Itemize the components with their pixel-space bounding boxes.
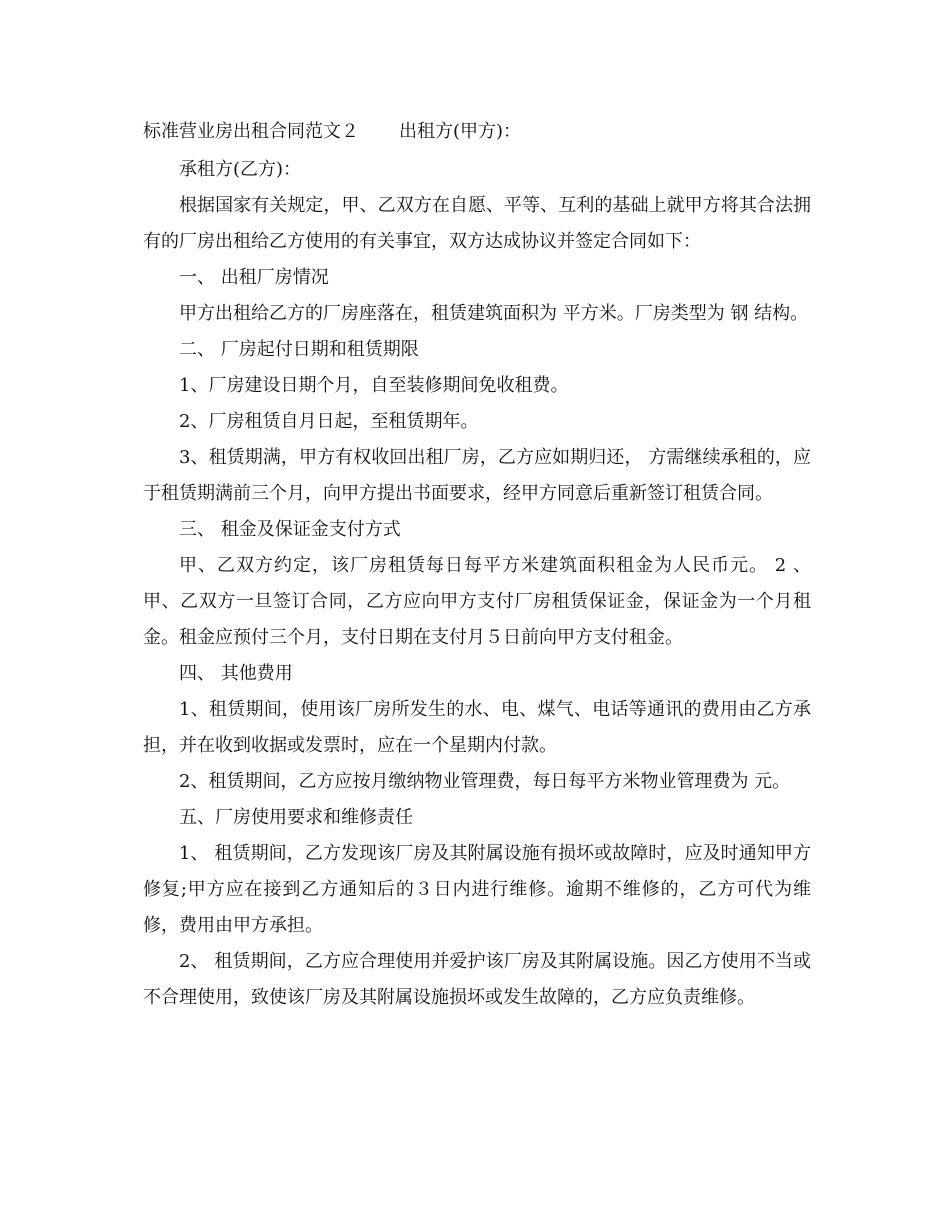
section-heading-3: 三、 租金及保证金支付方式 [179, 519, 401, 540]
section-heading-1: 一、 出租厂房情况 [179, 267, 329, 288]
paragraph-intro: 根据国家有关规定，甲、乙双方在自愿、平等、互利的基础上就甲方将其合法拥有的厂房出租给乙方使用的有关事宜，双方达成协议并签定合同如下： [143, 195, 811, 252]
paragraph-3: 甲、乙双方约定，该厂房租赁每日每平方米建筑面积租金为人民币元。 2 、甲、乙双方一旦签订合同，乙方应向甲方支付厂房租赁保证金，保证金为一个月租金。租金应预付三个月，支付日期在支付月５日前向甲方支付租金。 [143, 555, 811, 648]
document-body [143, 118, 811, 1016]
section-heading-5: 五、厂房使用要求和维修责任 [179, 807, 413, 828]
lessee-label: 承租方(乙方)： [179, 159, 302, 180]
section-heading-4: 四、 其他费用 [179, 663, 293, 684]
title-line [143, 118, 811, 146]
paragraph-5-2: 2、 租赁期间，乙方应合理使用并爱护该厂房及其附属设施。因乙方使用不当或不合理使用，致使该厂房及其附属设施损坏或发生故障的，乙方应负责维修。 [143, 951, 811, 1008]
paragraph-5-1: 1、 租赁期间，乙方发现该厂房及其附属设施有损坏或故障时，应及时通知甲方修复;甲方应在接到乙方通知后的３日内进行维修。逾期不维修的，乙方可代为维修，费用由甲方承担。 [143, 843, 811, 936]
document-title: 标准营业房出租合同范文２ [143, 121, 359, 142]
section-heading-2: 二、 厂房起付日期和租赁期限 [179, 339, 419, 360]
paragraph-4-1: 1、租赁期间，使用该厂房所发生的水、电、煤气、电话等通讯的费用由乙方承担，并在收到收据或发票时，应在一个星期内付款。 [143, 699, 811, 756]
lessor-label: 出租方(甲方)： [399, 121, 522, 142]
paragraph-1: 甲方出租给乙方的厂房座落在，租赁建筑面积为 平方米。厂房类型为 钢 结构。 [179, 303, 809, 324]
paragraph-2-3: 3、租赁期满，甲方有权收回出租厂房，乙方应如期归还， 方需继续承租的，应于租赁期满前三个月，向甲方提出书面要求，经甲方同意后重新签订租赁合同。 [143, 447, 811, 504]
paragraph-2-2: 2、厂房租赁自月日起，至租赁期年。 [179, 411, 479, 432]
paragraph-2-1: 1、厂房建设日期个月，自至装修期间免收租费。 [179, 375, 569, 396]
paragraph-4-2: 2、租赁期间，乙方应按月缴纳物业管理费，每日每平方米物业管理费为 元。 [179, 771, 791, 792]
